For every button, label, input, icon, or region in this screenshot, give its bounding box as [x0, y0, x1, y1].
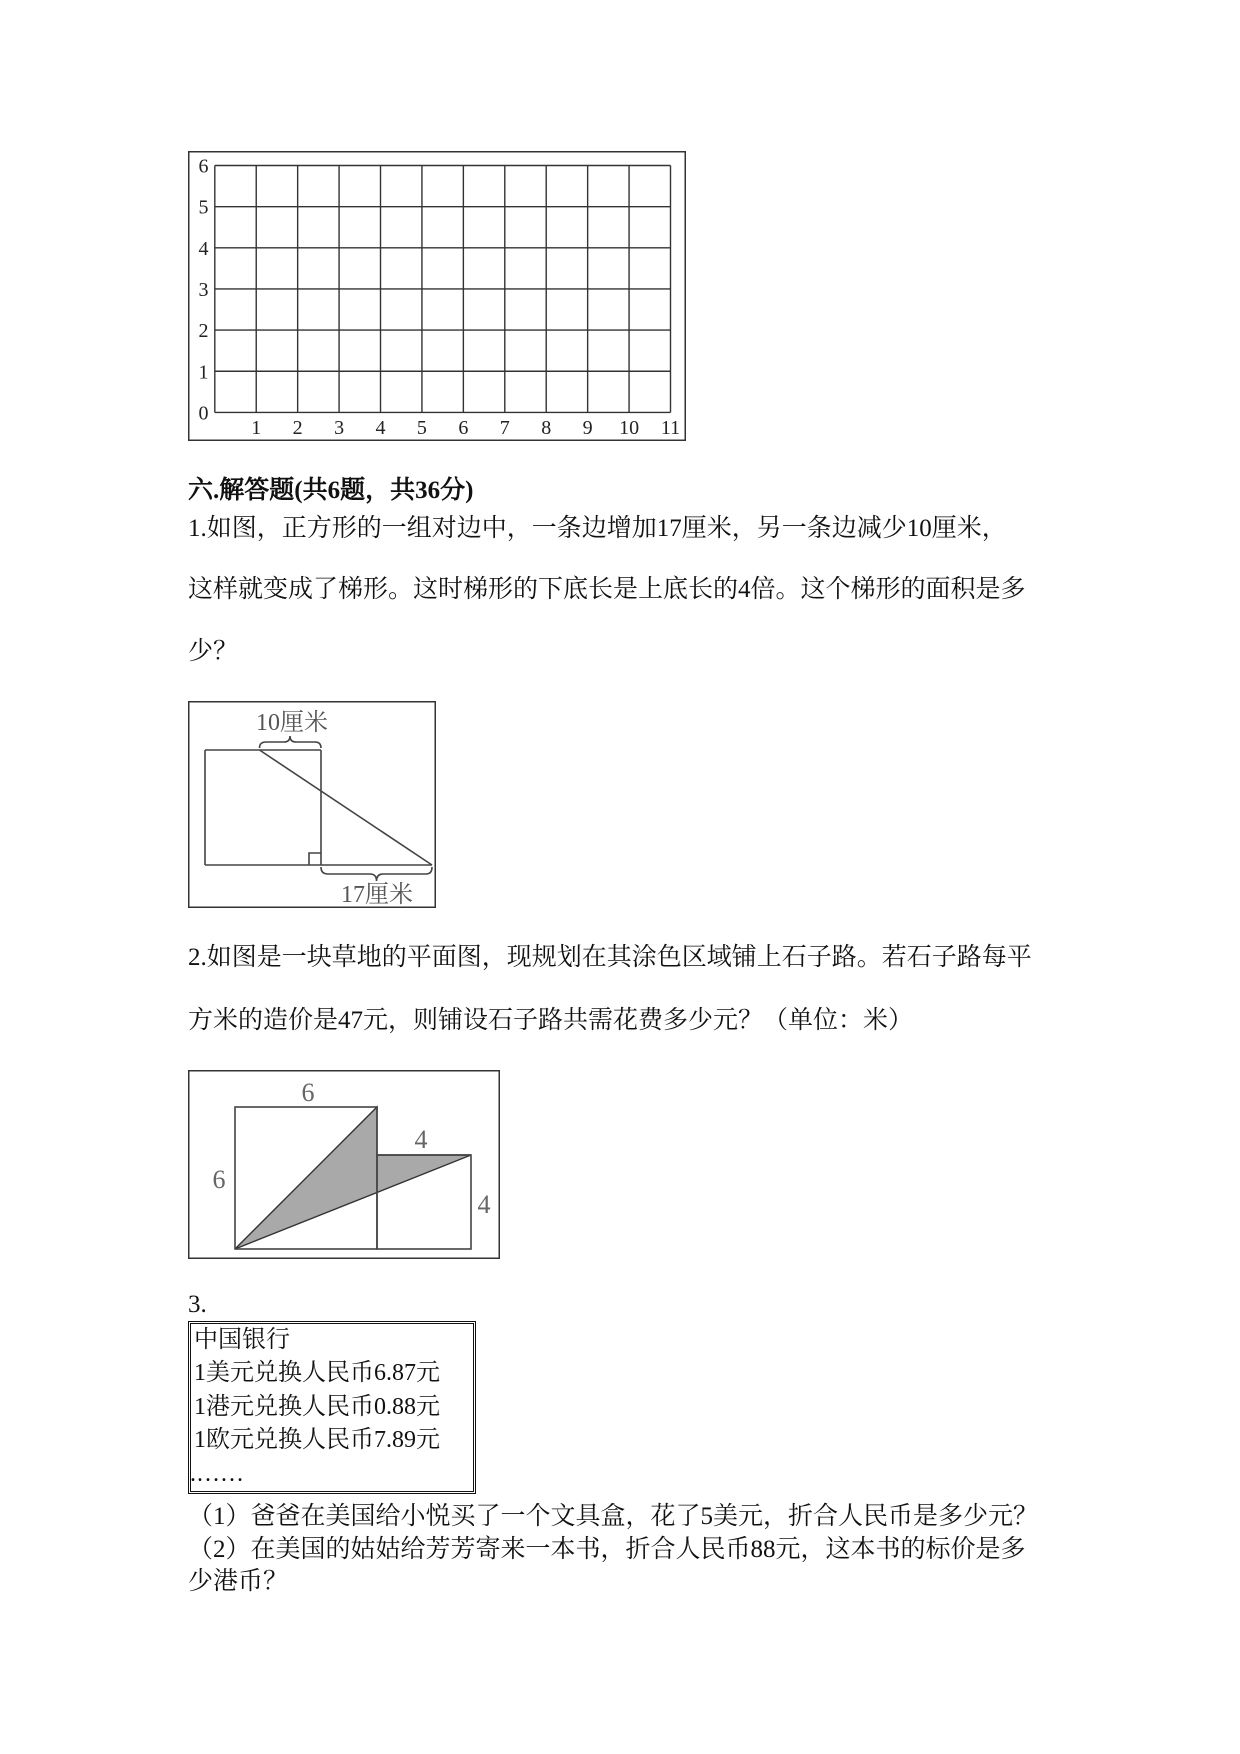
lawn-plan-figure	[188, 1070, 500, 1259]
x-axis-tick-label: 5	[416, 417, 427, 439]
large-square-top-label: 6	[301, 1078, 315, 1107]
bottom-length-label: 17厘米	[341, 882, 413, 908]
top-length-label: 10厘米	[256, 710, 328, 736]
x-axis-tick-label: 1	[251, 417, 262, 439]
exchange-rate-hkd: 1港元兑换人民币0.88元	[194, 1393, 440, 1420]
y-axis-tick-label: 2	[198, 320, 209, 343]
q1-text-line-3: 少？	[188, 638, 239, 665]
y-axis-tick-label: 5	[198, 196, 209, 219]
x-axis-tick-label: 3	[334, 417, 345, 439]
bank-name: 中国银行	[194, 1327, 290, 1353]
q1-text-line-2: 这样就变成了梯形。这时梯形的下底长是上底长的4倍。这个梯形的面积是多	[188, 576, 1026, 603]
q3-number: 3.	[188, 1291, 207, 1318]
q2-text-line-1: 2.如图是一块草地的平面图，现规划在其涂色区域铺上石子路。若石子路每平	[188, 944, 1032, 971]
trapezoid-figure	[188, 701, 436, 908]
exchange-rate-usd: 1美元兑换人民币6.87元	[194, 1360, 440, 1387]
y-axis-tick-label: 0	[198, 402, 209, 425]
x-axis-tick-label: 11	[660, 417, 681, 439]
x-axis-tick-label: 2	[292, 417, 303, 439]
y-axis-tick-label: 1	[198, 361, 209, 384]
large-square-left-label: 6	[212, 1165, 226, 1194]
exchange-rate-eur: 1欧元兑换人民币7.89元	[194, 1427, 440, 1454]
q2-text-line-2: 方米的造价是47元，则铺设石子路共需花费多少元？（单位：米）	[188, 1007, 914, 1034]
q3-sub-question-1: （1）爸爸在美国给小悦买了一个文具盒，花了5美元，折合人民币是多少元？	[188, 1503, 1039, 1530]
x-axis-tick-label: 7	[499, 417, 510, 439]
y-axis-tick-label: 4	[198, 237, 209, 260]
x-axis-tick-label: 6	[458, 417, 469, 439]
x-axis-tick-label: 4	[375, 417, 386, 439]
q3-sub-question-2-line-1: （2）在美国的姑姑给芳芳寄来一本书，折合人民币88元，这本书的标价是多	[188, 1536, 1026, 1563]
more-rates-ellipsis: .……	[190, 1460, 244, 1487]
y-axis-tick-label: 6	[198, 155, 209, 178]
x-axis-tick-label: 10	[619, 417, 640, 439]
x-axis-tick-label: 8	[541, 417, 552, 439]
q1-text-line-1: 1.如图，正方形的一组对边中，一条边增加17厘米，另一条边减少10厘米，	[188, 515, 1007, 542]
small-square-top-label: 4	[414, 1125, 428, 1154]
exchange-rate-table	[188, 1321, 476, 1494]
q3-sub-question-2-line-2: 少港币？	[188, 1568, 289, 1595]
grid-figure-frame	[189, 152, 686, 441]
coordinate-grid-figure	[188, 151, 686, 441]
section-heading: 六.解答题(共6题，共36分)	[188, 477, 474, 504]
small-square-right-label: 4	[477, 1190, 491, 1219]
y-axis-tick-label: 3	[198, 278, 209, 301]
x-axis-tick-label: 9	[582, 417, 593, 439]
